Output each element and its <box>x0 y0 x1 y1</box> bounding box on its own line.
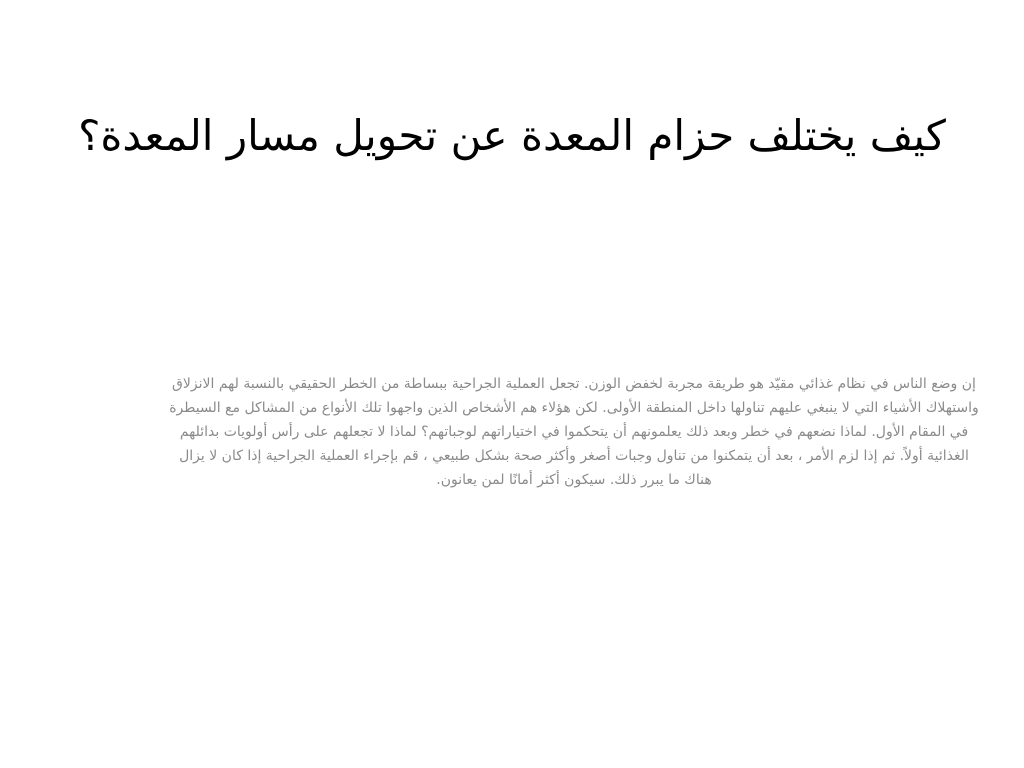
slide-title: كيف يختلف حزام المعدة عن تحويل مسار المعدة؟ <box>78 111 946 160</box>
slide-body-text: إن وضع الناس في نظام غذائي مقيّد هو طريقة مجربة لخفض الوزن. تجعل العملية الجراحية ببساطة من الخطر الحقيقي بالنسبة لهم الانزلاق واستهلاك الأشياء التي لا ينبغي عليهم تناولها داخل المنطقة الأولى. لكن هؤلاء هم الأشخاص الذين واجهوا تلك الأنواع من المشاكل مع السيطرة في المقام الأول. لماذا نضعهم في خطر وبعد ذلك يعلمونهم أن يتحكموا في اختياراتهم لوجباتهم؟ لماذا لا تجعلهم على رأس أولويات بدائلهم الغذائية أولاً. ثم إذا لزم الأمر ، بعد أن يتمكنوا من تناول وجبات أصغر وأكثر صحة بشكل طبيعي ، قم بإجراء العملية الجراحية إذا كان لا يزال هناك ما يبرر ذلك. سيكون أكثر أمانًا لمن يعانون. <box>169 376 979 488</box>
